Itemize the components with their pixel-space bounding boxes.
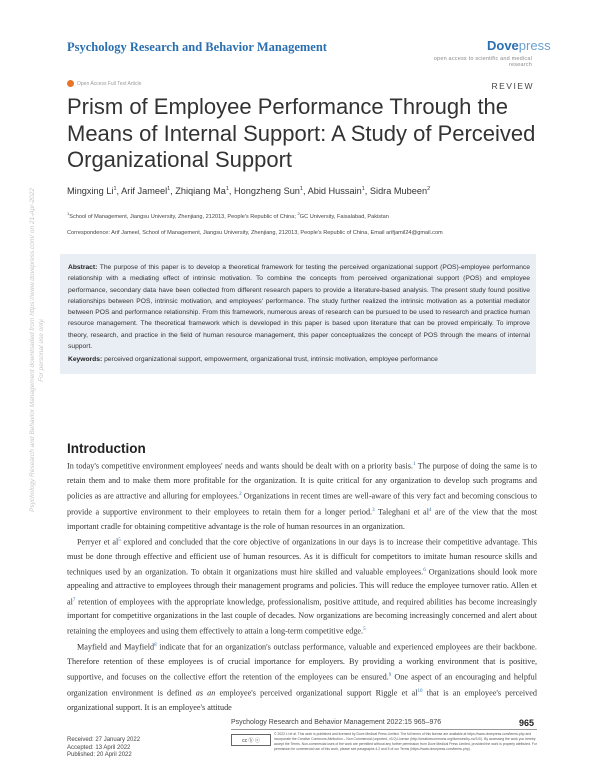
section-heading-introduction: Introduction <box>67 441 146 456</box>
paragraph: Mayfield and Mayfield$^8$ indicate that for an organization's outclass performance, valuable and experienced employees are their backbone. Therefore retention of these employees is of crucial importance for employers. By providing a working environment that is positive, supportive, and focuses on the collective effort the retention of the employees can be ensured.$^9$ One aspect of an encouraging and helpful organization environment is defined as an employee's perceived organizational support Riggle et $al^{10}$ that is an employee's perceived organizational support. It is an employee's attitude <box>67 643 538 712</box>
page-number: 965 <box>519 718 535 728</box>
keywords: Keywords: perceived organizational support, empowerment, organizational trust, intrinsic motivation, employee performance <box>68 356 438 364</box>
author-list: Mingxing Li$^1$, Arif Jameel$^1$, Zhiqiang Ma$^1$, Hongzheng Sun$^1$, Abid Hussain$^1$, Sidra Mubeen$^2$ <box>67 186 431 197</box>
cc-license-icon: cc ⓑ ⓢ <box>231 734 271 746</box>
affiliations: $^1$School of Management, Jiangsu University, Zhenjiang, 212013, People's Republic of China; $^2$GC University, Faisalabad, Pakistan <box>67 211 389 220</box>
publisher-logo-light: press <box>518 38 551 53</box>
abstract-box <box>60 254 536 374</box>
author: Hongzheng Sun$^1$ <box>234 186 303 197</box>
open-access-text: Open Access Full Text Article <box>77 80 142 87</box>
abstract-text: Abstract: The purpose of this paper is to develop a theoretical framework for testing the perceived organizational support (POS)-employee performance relationship with a mediating effect of intrinsic motivation. To combine the concepts from perceived organizational support (POS) and employee performance, secondary data have been collected from different research papers to provide a literature-based analysis. The present study found positive relationships between POS, intrinsic motivation, and employees' performance. The study further realized the intrinsic motivation as a potential mediator between POS and performance relationship. From this framework, numerous areas of research can be pursued to be used to research and practice human resource management. The theoretical framework which is developed in this paper is based upon literature that can be proved empirically. To improve theory, research, and practice in the field of human resource management, this paper conceptualizes the concept of POS through the means of internal support. <box>68 264 530 351</box>
publisher-logo <box>487 38 551 53</box>
journal-title: Psychology Research and Behavior Management <box>67 40 327 54</box>
open-access-icon <box>67 80 74 87</box>
footer-citation: Psychology Research and Behavior Management 2022:15 965–976 <box>231 719 442 726</box>
correspondence: Correspondence: Arif Jameel, School of Management, Jiangsu University, Zhenjiang, 212013, People's Republic of China, Email arifjamil24@gmail.com <box>67 230 443 236</box>
author: Zhiqiang Ma$^1$ <box>175 186 229 197</box>
author: Mingxing Li$^1$ <box>67 186 117 197</box>
introduction-body <box>67 458 537 715</box>
publisher-logo-bold: Dove <box>487 38 519 53</box>
paragraph: In today's competitive environment employees' needs and wants should be dealt with on a priority basis.$^1$ The purpose of doing the same is to retain them and to make them more profitable for the organization. It is quite critical for any organization to develop such programs and policies as are attractive and alluring for employees.$^2$ Organizations in recent times are well-aware of this very fact and becoming conscious to provide a supportive environment to their employees to retain them for a longer period.$^3$ Taleghani et $al^4$ are of the view that the most important cradle for obtaining competitive advantage is the role of human resources in an organization. <box>67 461 537 531</box>
download-watermark: Psychology Research and Behavior Management downloaded from https://www.dovepress.com/ on 21-Apr-2022 For personal use only. <box>29 188 45 512</box>
article-title: Prism of Employee Performance Through the Means of Internal Support: A Study of Perceived Organizational Support <box>67 94 536 172</box>
open-access-label <box>67 80 141 87</box>
paragraph: Perryer et $al^5$ explored and concluded that the core objective of organizations in our days is to increase their competitive advantage. This must be done through effective and efficient use of human resources. As it is difficult for competitors to imitate human resource skills and techniques used by an organization. To obtain it organizations must hire skilled and valuable employees.$^6$ Organizations should look more appealing and attractive to employees through their management programs and policies. This will reduce the employee turnover ratio. Allen et $al^7$ retention of employees with the appropriate knowledge, professionalism, positive attitude, and required abilities has become increasingly important for competitive organizations in the last couple of decades. Now organizations are becoming increasingly concerned and alert about retaining the employees and using them effectively to attain a long-term competitive edge.$^5$ <box>67 537 538 637</box>
author: Arif Jameel$^1$ <box>121 186 171 197</box>
footer-divider <box>231 729 537 730</box>
article-dates: Received: 27 January 2022 Accepted: 13 April 2022 Published: 20 April 2022 <box>67 737 141 759</box>
publisher-tagline: open access to scientific and medical research <box>433 56 532 68</box>
license-text: © 2022 Li et al. This work is published and licensed by Dove Medical Press Limited. The full terms of this license are available at https://www.dovepress.com/terms.php and incorporate the Creative Commons Attribution – Non Commercial (unported, v3.0) License (http://creativecommons.org/licenses/by-nc/3.0/). By accessing the work you hereby accept the Terms. Non-commercial uses of the work are permitted without any further permission from Dove Medical Press Limited, provided the work is properly attributed. For permission for commercial use of this work, please see paragraphs 4.2 and 5 of our Terms (https://www.dovepress.com/terms.php). <box>274 732 538 752</box>
author: Abid Hussain$^1$ <box>307 186 365 197</box>
article-type: REVIEW <box>491 81 534 91</box>
author: Sidra Mubeen$^2$ <box>369 186 431 197</box>
